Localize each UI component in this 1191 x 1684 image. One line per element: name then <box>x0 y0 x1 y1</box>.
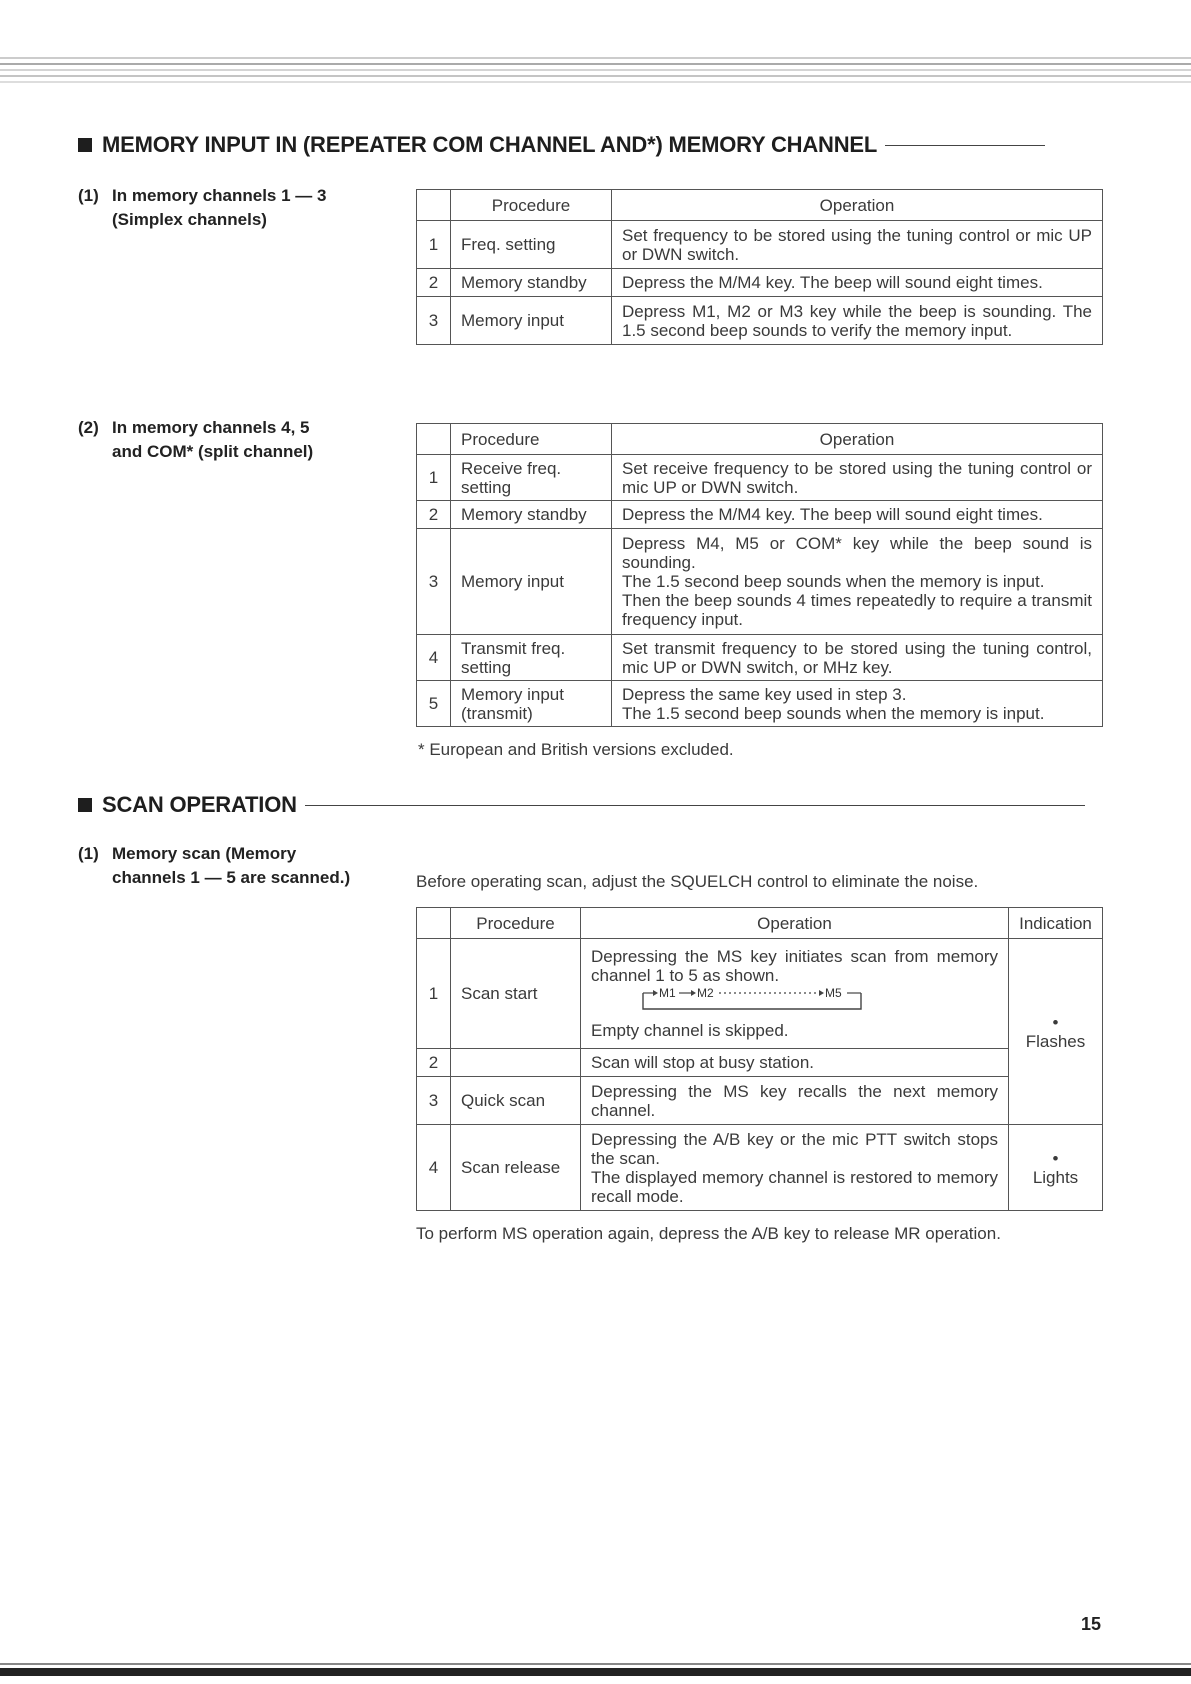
table-scan <box>416 907 1103 1211</box>
procedure-cell: Quick scan <box>451 1077 581 1125</box>
sub-number: (2) <box>78 418 99 437</box>
indication-cell <box>1009 1125 1103 1211</box>
section-title: SCAN OPERATION <box>102 792 297 817</box>
operation-line: Depress the same key used in step 3. <box>622 684 907 704</box>
heading-rule <box>305 805 1085 806</box>
sub-line2: (Simplex channels) <box>112 210 267 229</box>
table-row <box>417 297 1103 345</box>
procedure-cell: Receive freq. setting <box>451 455 612 501</box>
sub-number: (1) <box>78 844 99 863</box>
table-header-row <box>417 190 1103 221</box>
procedure-cell: Freq. setting <box>451 221 612 269</box>
procedure-cell <box>451 1049 581 1077</box>
procedure-cell: Memory input <box>451 529 612 635</box>
table-row <box>417 939 1103 1049</box>
operation-cell: Set transmit frequency to be stored using the tuning control, mic UP or DWN switch, or MHz key. <box>612 635 1103 681</box>
step-number: 3 <box>417 529 451 635</box>
step-number: 1 <box>417 221 451 269</box>
sub-line2: channels 1 — 5 are scanned.) <box>112 868 351 887</box>
operation-cell <box>612 529 1103 635</box>
table-row <box>417 529 1103 635</box>
header-n <box>417 424 451 455</box>
operation-cell: Set frequency to be stored using the tuning control or mic UP or DWN switch. <box>612 221 1103 269</box>
diagram-label-m5: M5 <box>825 986 842 1000</box>
step-number: 5 <box>417 681 451 727</box>
header-n <box>417 190 451 221</box>
sub-heading-simplex <box>78 184 326 232</box>
operation-cell: Depress the M/M4 key. The beep will sound eight times. <box>612 501 1103 529</box>
table-header-row <box>417 908 1103 939</box>
operation-cell <box>581 939 1009 1049</box>
section-heading-memory-input <box>78 132 1045 158</box>
scan-outro: To perform MS operation again, depress the A/B key to release MR operation. <box>416 1224 1001 1243</box>
header-n <box>417 908 451 939</box>
operation-cell: Depressing the MS key recalls the next memory channel. <box>581 1077 1009 1125</box>
diagram-label-m2: M2 <box>697 986 714 1000</box>
operation-cell <box>612 681 1103 727</box>
sub-line1: In memory channels 4, 5 <box>112 418 310 437</box>
table-row <box>417 455 1103 501</box>
table-simplex <box>416 189 1103 345</box>
procedure-cell: Transmit freq. setting <box>451 635 612 681</box>
scan-loop-diagram <box>591 985 891 1021</box>
indication-label: Lights <box>1032 1167 1079 1187</box>
operation-line: The 1.5 second beep sounds when the memory is input. <box>622 703 1045 723</box>
operation-cell <box>581 1125 1009 1211</box>
table-row <box>417 221 1103 269</box>
bottom-rule <box>0 1668 1191 1676</box>
table-row <box>417 501 1103 529</box>
diagram-label-m1: M1 <box>659 986 676 1000</box>
scan-sequence-diagram <box>591 985 998 1021</box>
footnote: * European and British versions excluded. <box>418 740 734 759</box>
procedure-cell: Memory input <box>451 297 612 345</box>
dot-icon: • <box>1052 1148 1059 1168</box>
indication-label: Flashes <box>1025 1031 1086 1051</box>
operation-line: Depressing the A/B key or the mic PTT switch stops the scan. <box>591 1129 998 1168</box>
operation-line: The 1.5 second beep sounds when the memory is input. <box>622 572 1045 591</box>
header-indication: Indication <box>1009 908 1103 939</box>
operation-cell: Scan will stop at busy station. <box>581 1049 1009 1077</box>
procedure-cell: Memory input (transmit) <box>451 681 612 727</box>
sub-heading-memory-scan <box>78 842 350 890</box>
heading-rule <box>885 145 1045 146</box>
section-heading-scan <box>78 792 1085 818</box>
table-row <box>417 1077 1103 1125</box>
operation-cell: Depress M1, M2 or M3 key while the beep is sounding. The 1.5 second beep sounds to verify the memory input. <box>612 297 1103 345</box>
sub-line1: Memory scan (Memory <box>112 844 297 863</box>
step-number: 3 <box>417 297 451 345</box>
table-row <box>417 1049 1103 1077</box>
square-bullet-icon <box>78 138 92 152</box>
dot-icon: • <box>1052 1012 1059 1032</box>
step-number: 2 <box>417 1049 451 1077</box>
header-operation: Operation <box>612 424 1103 455</box>
sub-line2: and COM* (split channel) <box>112 442 314 461</box>
sub-number: (1) <box>78 186 99 205</box>
procedure-cell: Scan start <box>451 939 581 1049</box>
step-number: 4 <box>417 635 451 681</box>
operation-line: Empty channel is skipped. <box>591 1021 789 1040</box>
procedure-cell: Memory standby <box>451 501 612 529</box>
page-number: 15 <box>1080 1614 1101 1634</box>
step-number: 4 <box>417 1125 451 1211</box>
procedure-cell: Memory standby <box>451 269 612 297</box>
section-title: MEMORY INPUT IN (REPEATER COM CHANNEL AND*) MEMORY CHANNEL <box>102 132 878 157</box>
operation-line: Depressing the MS key initiates scan from memory channel 1 to 5 as shown. <box>591 947 998 985</box>
step-number: 2 <box>417 501 451 529</box>
procedure-cell: Scan release <box>451 1125 581 1211</box>
bottom-thin-rule <box>0 1663 1191 1665</box>
step-number: 1 <box>417 939 451 1049</box>
top-rule <box>0 52 1191 92</box>
header-procedure: Procedure <box>451 190 612 221</box>
step-number: 2 <box>417 269 451 297</box>
header-procedure: Procedure <box>451 908 581 939</box>
sub-line1: In memory channels 1 — 3 <box>112 186 327 205</box>
operation-line: The displayed memory channel is restored to memory recall mode. <box>591 1167 998 1206</box>
table-split <box>416 423 1103 727</box>
scan-intro: Before operating scan, adjust the SQUELCH control to eliminate the noise. <box>416 872 979 891</box>
operation-line: Depress M4, M5 or COM* key while the beep sound is sounding. <box>622 534 1092 572</box>
header-operation: Operation <box>612 190 1103 221</box>
indication-cell <box>1009 939 1103 1125</box>
table-row <box>417 635 1103 681</box>
table-header-row <box>417 424 1103 455</box>
operation-cell: Depress the M/M4 key. The beep will sound eight times. <box>612 269 1103 297</box>
step-number: 1 <box>417 455 451 501</box>
table-row <box>417 1125 1103 1211</box>
table-row <box>417 269 1103 297</box>
step-number: 3 <box>417 1077 451 1125</box>
header-procedure: Procedure <box>451 424 612 455</box>
operation-line: Then the beep sounds 4 times repeatedly to require a transmit frequency input. <box>622 591 1092 629</box>
square-bullet-icon <box>78 798 92 812</box>
header-operation: Operation <box>581 908 1009 939</box>
table-row <box>417 681 1103 727</box>
operation-cell: Set receive frequency to be stored using the tuning control or mic UP or DWN switch. <box>612 455 1103 501</box>
sub-heading-split <box>78 416 313 464</box>
